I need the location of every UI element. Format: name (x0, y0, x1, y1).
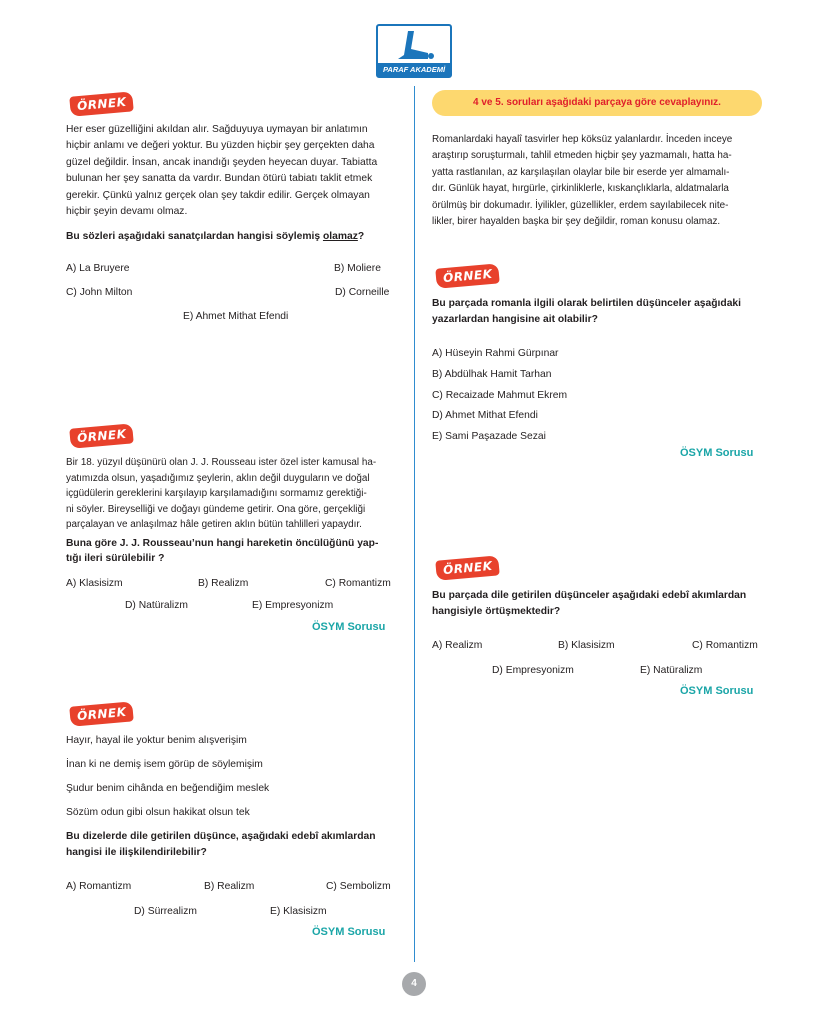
logo-text: PARAF AKADEMİ (378, 63, 450, 76)
poem-line: Şudur benim cihânda en beğendiğim meslek (66, 783, 270, 794)
poem-line: İnan ki ne demiş isem görüp de söylemişim (66, 759, 263, 770)
q2-option-d[interactable]: D) Natüralizm (125, 600, 188, 611)
q4-option-e[interactable]: E) Sami Paşazade Sezai (432, 431, 546, 442)
q4-option-d[interactable]: D) Ahmet Mithat Efendi (432, 410, 538, 421)
q2-option-c[interactable]: C) Romantizm (325, 578, 391, 589)
shared-passage: Romanlardaki hayalî tasvirler hep köksüz yalanlardır. İnceden inceye araştırıp soruşturmalı, tahlil etmeden hiçbir şey yazmamalı, hatta ha- yatta rastlanılan, az karşılaşılan olaylar bile bir eserde yer almamalı- dır. Günlük hayat, hırgürle, çirkinliklerle, kıskançlıklarla, aldatmalarla örülmüş bir dokumadır. İyilikler, güzellikler, erdem sayılabilecek nite- likler, birer hayalden başka bir şey değildir, roman konusu olamaz. (432, 134, 733, 228)
q3-question: Bu dizelerde dile getirilen düşünce, aşağıdaki edebî akımlardan hangisi ile ilişkilendirilebilir? (66, 831, 376, 859)
q5-option-a[interactable]: A) Realizm (432, 640, 483, 651)
poem-line: Hayır, hayal ile yoktur benim alışverişim (66, 735, 247, 746)
q1-option-c[interactable]: C) John Milton (66, 287, 133, 298)
ornek-badge: ÖRNEK (70, 704, 133, 724)
q1-option-b[interactable]: B) Moliere (334, 263, 381, 274)
page-number: 4 (402, 972, 426, 996)
q2-paragraph: Bir 18. yüzyıl düşünürü olan J. J. Rousseau ister özel ister kamusal ha- yatımızda olsun, yaşadığımız şeylerin, aklın değil duyguların ve doğal içgüdülerin gereklerini karşılayıp karşılamadığını sormamız gerektiği- ni söyler. Bireyselliği ve doğayı gündeme getirir. Ona göre, gerçekliği parçalayan ve anlaşılmaz hâle getiren aklın bütün tahlilleri yapaydır. (66, 457, 377, 530)
q5-option-e[interactable]: E) Natüralizm (640, 665, 703, 676)
q4-option-c[interactable]: C) Recaizade Mahmut Ekrem (432, 390, 568, 401)
ornek-badge: ÖRNEK (70, 94, 133, 114)
q4-option-a[interactable]: A) Hüseyin Rahmi Gürpınar (432, 348, 559, 359)
q1-question: Bu sözleri aşağıdaki sanatçılardan hangisi söylemiş olamaz? (66, 231, 365, 242)
q1-paragraph: Her eser güzelliğini akıldan alır. Sağduyuya uymayan bir anlatımın hiçbir anlamı ve değeri yoktur. Bu yüzden hiçbir şey gerçekten daha güzel değildir. İnsan, ancak inandığı şeyden heyecan duyar. Tabiatta bulunan her şey sanatta da vardır. Bundan ötürü tabiatı taklit etmek gerekir. Çünkü yalnız gerçek olan şey takdir edilir. Gerçek olmayan hiçbir şeyin devamı olmaz. (66, 124, 378, 218)
q4-question: Bu parçada romanla ilgili olarak belirtilen düşünceler aşağıdaki yazarlardan hangisine ait olabilir? (432, 298, 742, 326)
q3-option-b[interactable]: B) Realizm (204, 881, 255, 892)
q5-question: Bu parçada dile getirilen düşünceler aşağıdaki edebî akımlardan hangisiyle örtüşmektedir? (432, 590, 747, 618)
q2-option-a[interactable]: A) Klasisizm (66, 578, 123, 589)
ornek-badge: ÖRNEK (70, 426, 133, 446)
ornek-badge: ÖRNEK (436, 558, 499, 578)
q5-option-d[interactable]: D) Empresyonizm (492, 665, 574, 676)
osym-sorusu-label: ÖSYM Sorusu (680, 685, 754, 697)
q3-option-e[interactable]: E) Klasisizm (270, 906, 327, 917)
q2-option-b[interactable]: B) Realizm (198, 578, 249, 589)
paraf-akademi-logo (376, 24, 452, 78)
instruction-banner: 4 ve 5. soruları aşağıdaki parçaya göre cevaplayınız. (432, 90, 762, 116)
osym-sorusu-label: ÖSYM Sorusu (312, 621, 386, 633)
osym-sorusu-label: ÖSYM Sorusu (312, 926, 386, 938)
q5-option-c[interactable]: C) Romantizm (692, 640, 758, 651)
q3-option-a[interactable]: A) Romantizm (66, 881, 132, 892)
q1-option-a[interactable]: A) La Bruyere (66, 263, 130, 274)
q3-option-d[interactable]: D) Sürrealizm (134, 906, 197, 917)
ornek-badge: ÖRNEK (436, 266, 499, 286)
paraf-logo-icon (394, 29, 434, 65)
q5-option-b[interactable]: B) Klasisizm (558, 640, 615, 651)
poem-line: Sözüm odun gibi olsun hakikat olsun tek (66, 807, 250, 818)
q1-option-d[interactable]: D) Corneille (335, 287, 390, 298)
q3-option-c[interactable]: C) Sembolizm (326, 881, 391, 892)
osym-sorusu-label: ÖSYM Sorusu (680, 447, 754, 459)
q4-option-b[interactable]: B) Abdülhak Hamit Tarhan (432, 369, 552, 380)
column-divider (414, 86, 415, 962)
q1-option-e[interactable]: E) Ahmet Mithat Efendi (183, 311, 289, 322)
q2-option-e[interactable]: E) Empresyonizm (252, 600, 334, 611)
q2-question: Buna göre J. J. Rousseau’nun hangi hareketin öncülüğünü yap- tığı ileri sürülebilir ? (66, 538, 379, 564)
